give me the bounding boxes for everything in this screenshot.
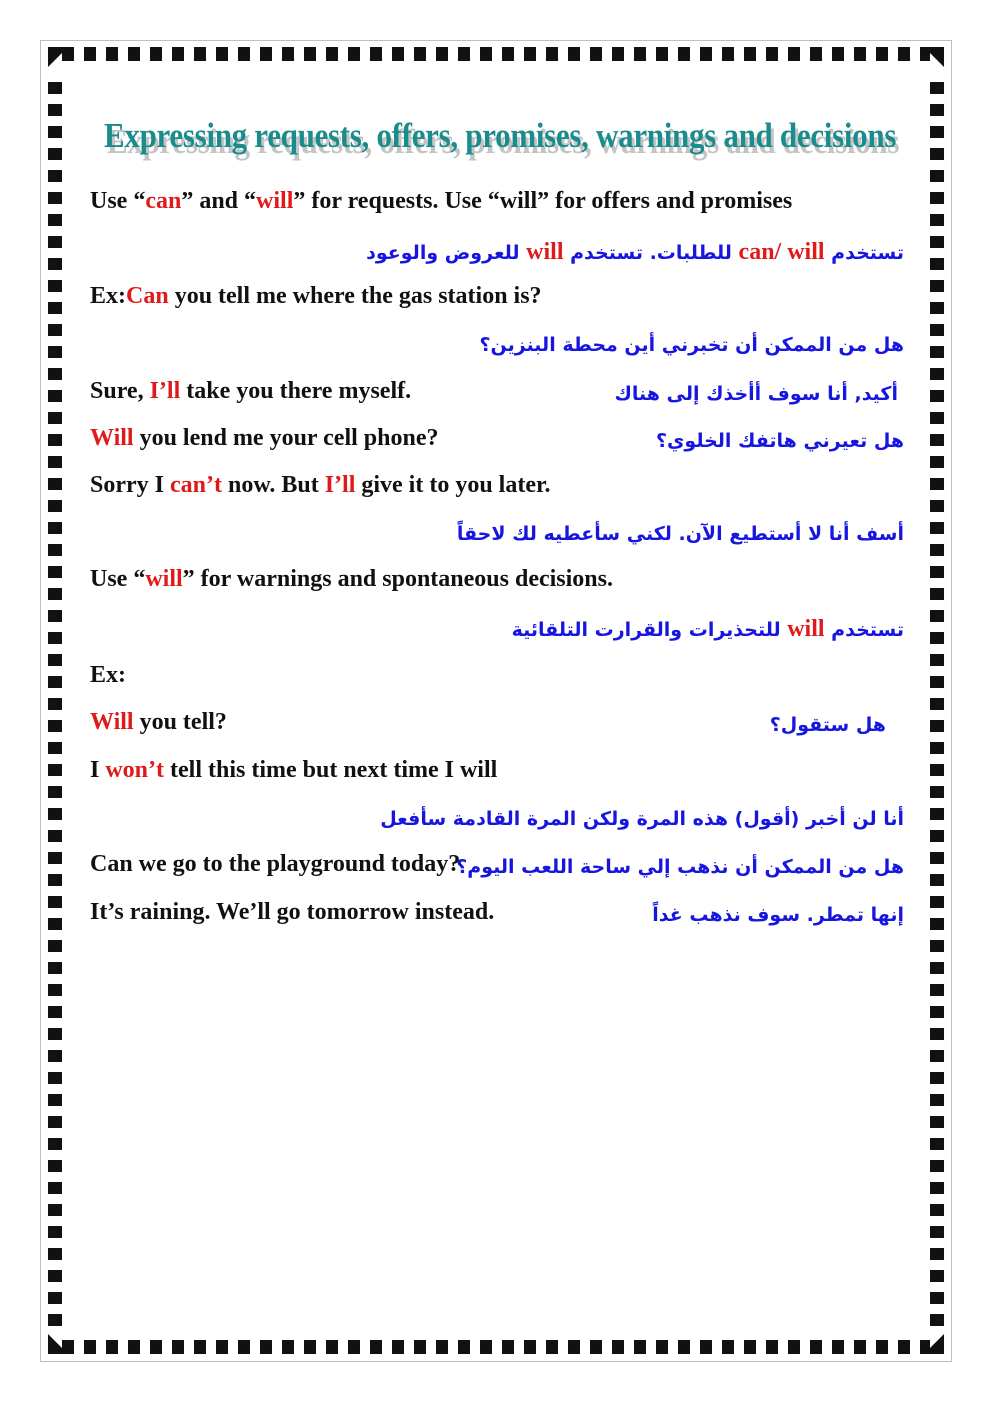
arabic-text: تستخدم can/ will للطلبات. تستخدم will للعروض والوعود (366, 239, 904, 265)
line-example-wont-tell-arabic (90, 803, 904, 835)
arabic-text: أنا لن أخبر (أقول) هذه المرة ولكن المرة القادمة سأفعل (380, 808, 904, 830)
arabic-text: هل تعيرني هاتفك الخلوي؟ (655, 430, 904, 452)
english-text: I won’t tell this time but next time I will (90, 757, 498, 783)
line-example-give-later-arabic (90, 518, 904, 550)
decorative-border-left (48, 82, 62, 1327)
english-text: Ex: (90, 662, 126, 688)
english-text: It’s raining. We’ll go tomorrow instead. (90, 899, 495, 925)
line-rule-requests-arabic (90, 236, 904, 268)
arabic-text: أسف أنا لا أستطيع الآن. لكني سأعطيه لك لاحقاً (456, 523, 904, 545)
english-text: Sure, I’ll take you there myself. (90, 378, 412, 404)
page-title: Expressing requests, offers, promises, warnings and decisions (104, 115, 897, 156)
arabic-text: هل ستقول؟ (769, 714, 886, 736)
line-example-will-you-tell (90, 709, 904, 741)
line-example-label (90, 662, 904, 694)
arabic-text: إنها تمطر. سوف نذهب غداً (652, 904, 904, 926)
english-text: Will you lend me your cell phone? (90, 425, 439, 451)
line-rule-warnings (90, 566, 904, 598)
arabic-text: أكيد, أنا سوف أأخذك إلى هناك (614, 383, 898, 405)
line-example-wont-tell (90, 757, 904, 789)
line-example-gas-station-arabic (90, 329, 904, 361)
decorative-border-right (930, 82, 944, 1327)
decorative-border-top (62, 47, 930, 61)
arabic-text: تستخدم will للتحذيرات والقرارت التلقائية (511, 616, 904, 642)
english-text: Will you tell? (90, 709, 227, 735)
line-example-playground (90, 851, 904, 883)
english-text: Can we go to the playground today? (90, 851, 461, 877)
line-example-raining (90, 899, 904, 931)
arabic-text: هل من الممكن أن تخبرني أين محطة البنزين؟ (479, 334, 904, 356)
line-example-give-later (90, 472, 904, 504)
english-text: Use “will” for warnings and spontaneous decisions. (90, 566, 613, 592)
line-example-take-you-there (90, 378, 904, 410)
english-text: Sorry I can’t now. But I’ll give it to you later. (90, 472, 551, 498)
line-example-gas-station (90, 283, 904, 315)
english-text: Use “can” and “will” for requests. Use “will” for offers and promises (90, 188, 793, 214)
line-example-cell-phone (90, 425, 904, 457)
line-rule-warnings-arabic (90, 613, 904, 645)
line-rule-requests (90, 188, 904, 220)
english-text: Ex:Can you tell me where the gas station is? (90, 283, 542, 309)
arabic-text: هل من الممكن أن نذهب إلي ساحة اللعب اليوم؟ (456, 856, 904, 878)
decorative-border-bottom (62, 1340, 930, 1354)
